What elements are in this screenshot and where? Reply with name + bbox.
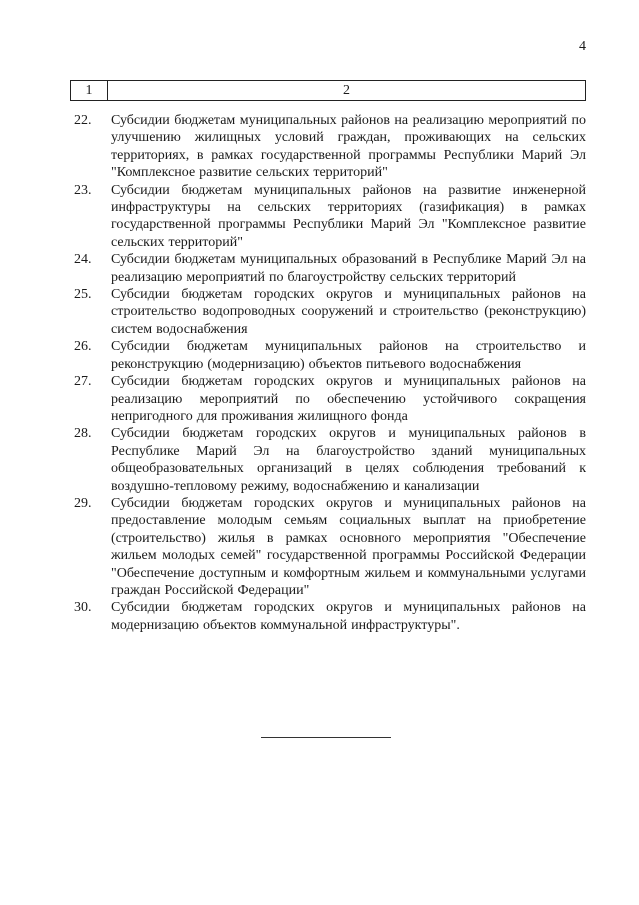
item-number: 25. — [74, 287, 92, 303]
item-number: 30. — [74, 600, 92, 616]
item-text: Субсидии бюджетам муниципальных районов на строительство и реконструкцию (модернизацию) объектов питьевого водоснабжения — [111, 339, 586, 372]
item-number: 26. — [74, 339, 92, 355]
list-item-22 — [74, 112, 586, 182]
list-item-26 — [74, 338, 586, 373]
column-header-row — [70, 80, 586, 101]
item-text: Субсидии бюджетам городских округов и муниципальных районов на строительство водопроводных сооружений и строительство (реконструкцию) систем водоснабжения — [111, 287, 586, 337]
item-text: Субсидии бюджетам городских округов и муниципальных районов на реализацию мероприятий по обеспечению устойчивого сокращения непригодного для проживания жилищного фонда — [111, 374, 586, 424]
list-item-24 — [74, 251, 586, 286]
page-number: 4 — [579, 39, 586, 54]
item-number: 23. — [74, 182, 92, 198]
item-text: Субсидии бюджетам муниципальных образований в Республике Марий Эл на реализацию мероприятий по благоустройству сельских территорий — [111, 252, 586, 285]
column-header-2: 2 — [108, 81, 586, 101]
list-item-28 — [74, 425, 586, 495]
list-item-25 — [74, 286, 586, 338]
item-text: Субсидии бюджетам муниципальных районов на развитие инженерной инфраструктуры на сельских территориях (газификация) в рамках государственной программы Республики Марий Эл "Комплексное развитие сельских территорий" — [111, 182, 586, 250]
list-item-23 — [74, 182, 586, 252]
item-number: 29. — [74, 495, 92, 511]
item-text: Субсидии бюджетам городских округов и муниципальных районов на предоставление молодым семьям социальных выплат на приобретение (строительство) жилья в рамках основного мероприятия "Обеспечение жильем молодых семей" государственной программы Российской Федерации "Обеспечение доступным и комфортным жильем и коммунальными услугами граждан Российской Федерации" — [111, 495, 586, 598]
list-item-27 — [74, 373, 586, 425]
list-item-30 — [74, 599, 586, 634]
column-header-1: 1 — [71, 81, 108, 101]
item-text: Субсидии бюджетам муниципальных районов на реализацию мероприятий по улучшению жилищных условий граждан, проживающих на сельских территориях, в рамках государственной программы Республики Марий Эл "Комплексное развитие сельских территорий" — [111, 113, 586, 181]
item-text: Субсидии бюджетам городских округов и муниципальных районов в Республике Марий Эл на благоустройство зданий муниципальных общеобразовательных организаций в целях соблюдения требований к воздушно-тепловому режиму, водоснабжению и канализации — [111, 426, 586, 494]
item-number: 28. — [74, 426, 92, 442]
end-separator-line — [261, 737, 391, 738]
item-number: 22. — [74, 113, 92, 128]
item-number: 27. — [74, 374, 92, 390]
item-number: 24. — [74, 252, 92, 268]
subsidy-list — [74, 112, 586, 634]
list-item-29 — [74, 495, 586, 599]
item-text: Субсидии бюджетам городских округов и муниципальных районов на модернизацию объектов коммунальной инфраструктуры". — [111, 600, 586, 633]
